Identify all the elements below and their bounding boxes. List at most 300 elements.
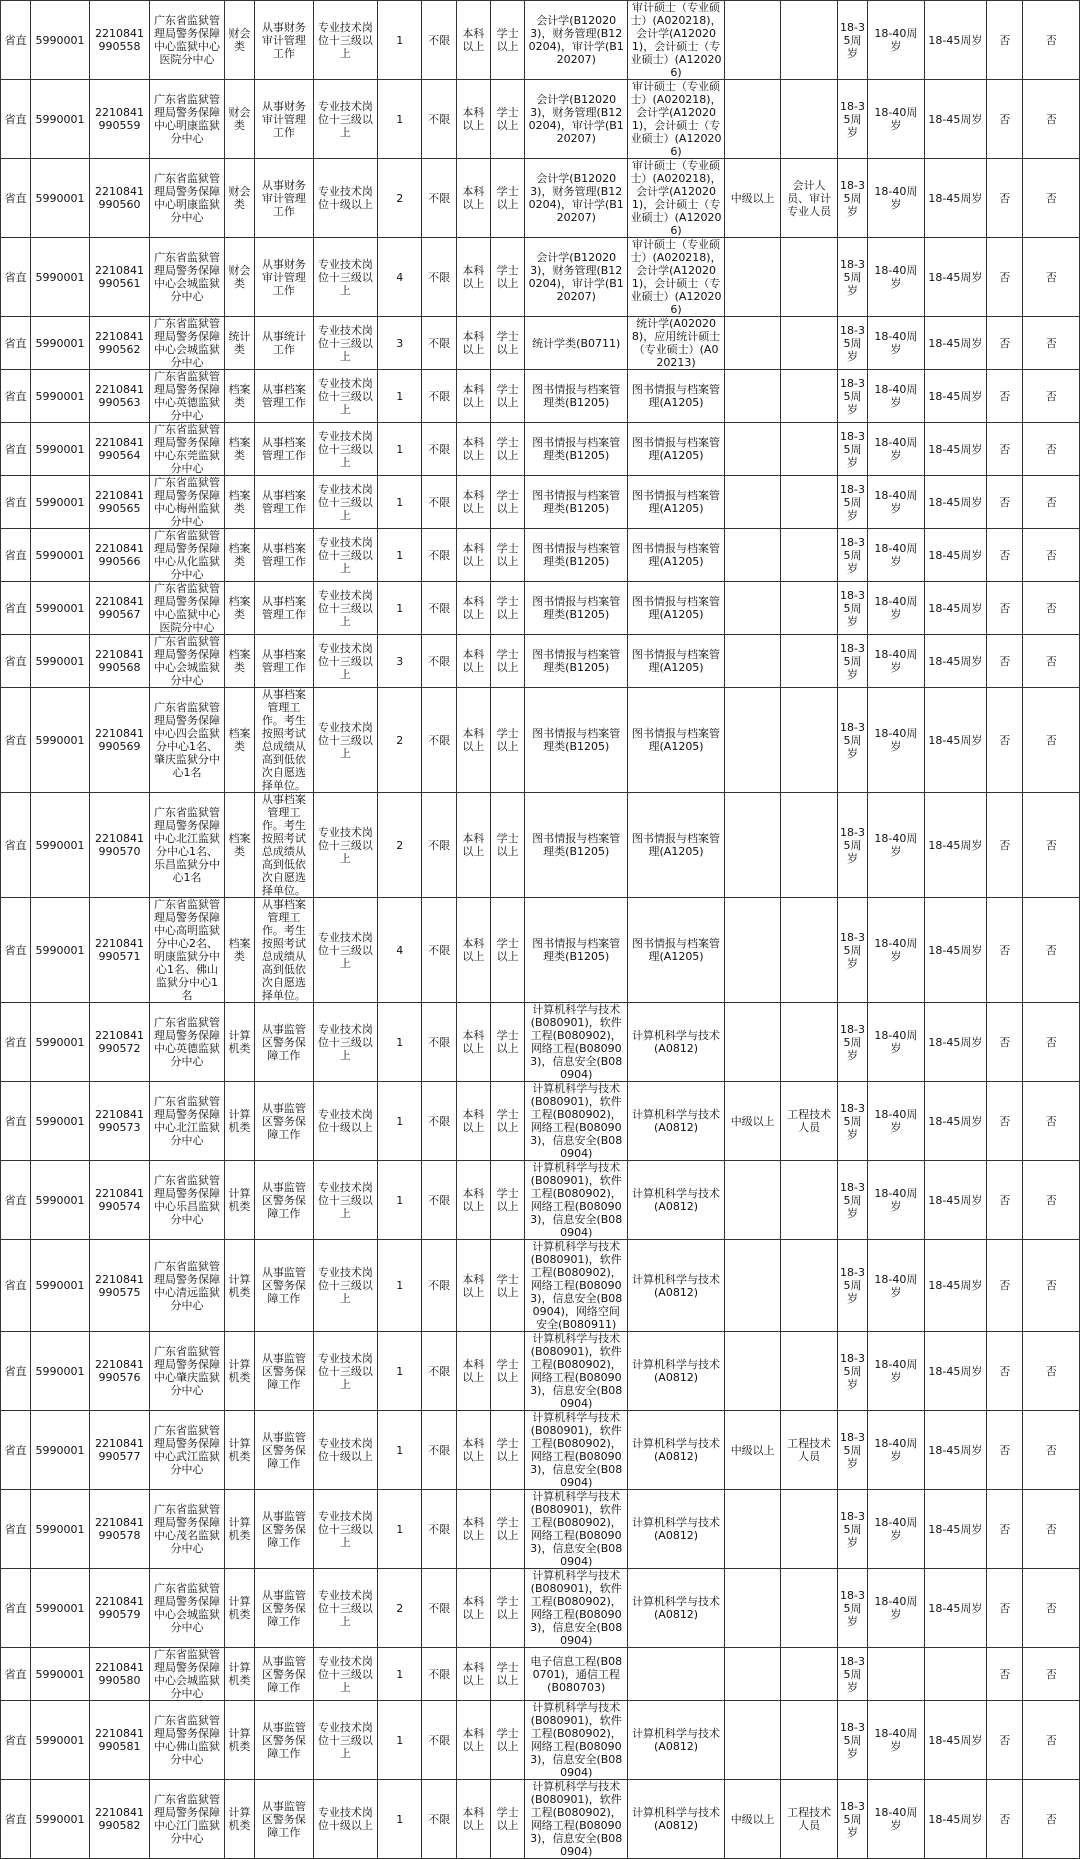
cell-undergrad-major: 图书情报与档案管理类(B1205) [525, 476, 628, 529]
cell-dept-code: 5990001 [31, 1490, 89, 1569]
cell-undergrad-major: 图书情报与档案管理类(B1205) [525, 635, 628, 688]
cell-category: 计算机类 [224, 1332, 254, 1411]
cell-count: 1 [378, 1701, 422, 1780]
cell-age-undergrad: 18-35周岁 [837, 423, 867, 476]
cell-title [724, 1648, 780, 1701]
cell-dept-code: 5990001 [31, 1701, 89, 1780]
cell-post-code: 2210841990582 [89, 1780, 150, 1859]
cell-post-code: 2210841990560 [89, 159, 150, 238]
cell-dept-code: 5990001 [31, 1411, 89, 1490]
cell-age-undergrad: 18-35周岁 [837, 476, 867, 529]
cell-qualification [781, 529, 837, 582]
cell-duty: 从事档案管理工作 [255, 476, 313, 529]
cell-age-undergrad: 18-35周岁 [837, 80, 867, 159]
cell-flag2: 否 [1023, 476, 1080, 529]
cell-count: 1 [378, 1490, 422, 1569]
cell-age-master: 18-40周岁 [868, 1240, 924, 1332]
cell-duty: 从事财务审计管理工作 [255, 238, 313, 317]
cell-post-code: 2210841990564 [89, 423, 150, 476]
cell-flag2: 否 [1023, 1, 1080, 80]
cell-category: 财会类 [224, 1, 254, 80]
cell-limit: 不限 [422, 582, 456, 635]
table-row [1, 635, 1080, 688]
cell-age-undergrad: 18-35周岁 [837, 1411, 867, 1490]
cell-flag1: 否 [987, 1780, 1023, 1859]
cell-age-undergrad: 18-35周岁 [837, 688, 867, 793]
cell-qualification [781, 898, 837, 1003]
cell-count: 2 [378, 793, 422, 898]
cell-age-undergrad: 18-35周岁 [837, 898, 867, 1003]
cell-post-type: 专业技术岗位十三级以上 [313, 529, 378, 582]
cell-education: 本科以上 [456, 1780, 490, 1859]
cell-limit: 不限 [422, 1648, 456, 1701]
cell-degree: 学士以上 [491, 1490, 525, 1569]
cell-degree: 学士以上 [491, 159, 525, 238]
cell-post-type: 专业技术岗位十三级以上 [313, 688, 378, 793]
cell-count: 1 [378, 423, 422, 476]
cell-duty: 从事档案管理工作。考生按照考试总成绩从高到低依次自愿选择单位。 [255, 688, 313, 793]
cell-unit: 广东省监狱管理局警务保障中心会城监狱分中心 [150, 317, 225, 370]
cell-level: 省直 [1, 529, 31, 582]
cell-title [724, 529, 780, 582]
cell-flag1: 否 [987, 370, 1023, 423]
cell-qualification [781, 635, 837, 688]
cell-degree: 学士以上 [491, 1332, 525, 1411]
cell-level: 省直 [1, 159, 31, 238]
cell-age-doctor: 18-45周岁 [924, 635, 987, 688]
cell-unit: 广东省监狱管理局警务保障中心英德监狱分中心 [150, 370, 225, 423]
cell-age-undergrad: 18-35周岁 [837, 1, 867, 80]
cell-duty: 从事监管区警务保障工作 [255, 1701, 313, 1780]
cell-unit: 广东省监狱管理局警务保障中心监狱中心医院分中心 [150, 1, 225, 80]
cell-degree: 学士以上 [491, 423, 525, 476]
cell-qualification: 会计人员、审计专业人员 [781, 159, 837, 238]
cell-limit: 不限 [422, 1490, 456, 1569]
cell-post-type: 专业技术岗位十三级以上 [313, 1, 378, 80]
cell-duty: 从事监管区警务保障工作 [255, 1082, 313, 1161]
cell-level: 省直 [1, 688, 31, 793]
cell-level: 省直 [1, 1648, 31, 1701]
cell-flag1: 否 [987, 1701, 1023, 1780]
table-row [1, 1780, 1080, 1859]
cell-post-type: 专业技术岗位十三级以上 [313, 238, 378, 317]
cell-count: 1 [378, 1780, 422, 1859]
cell-title [724, 898, 780, 1003]
cell-flag2: 否 [1023, 1332, 1080, 1411]
cell-count: 1 [378, 529, 422, 582]
cell-category: 计算机类 [224, 1003, 254, 1082]
cell-qualification [781, 1, 837, 80]
table-row [1, 793, 1080, 898]
cell-flag2: 否 [1023, 423, 1080, 476]
cell-count: 1 [378, 1240, 422, 1332]
cell-degree: 学士以上 [491, 529, 525, 582]
table-row [1, 688, 1080, 793]
cell-education: 本科以上 [456, 1332, 490, 1411]
cell-post-code: 2210841990579 [89, 1569, 150, 1648]
cell-qualification [781, 80, 837, 159]
cell-education: 本科以上 [456, 1003, 490, 1082]
cell-age-doctor: 18-45周岁 [924, 1082, 987, 1161]
cell-count: 1 [378, 80, 422, 159]
cell-flag2: 否 [1023, 370, 1080, 423]
cell-age-doctor: 18-45周岁 [924, 1003, 987, 1082]
cell-age-undergrad: 18-35周岁 [837, 1082, 867, 1161]
cell-level: 省直 [1, 1569, 31, 1648]
cell-age-doctor: 18-45周岁 [924, 1490, 987, 1569]
cell-qualification [781, 793, 837, 898]
cell-dept-code: 5990001 [31, 1569, 89, 1648]
cell-post-code: 2210841990565 [89, 476, 150, 529]
cell-unit: 广东省监狱管理局警务保障中心梅州监狱分中心 [150, 476, 225, 529]
cell-age-doctor: 18-45周岁 [924, 688, 987, 793]
cell-flag1: 否 [987, 688, 1023, 793]
cell-education: 本科以上 [456, 529, 490, 582]
cell-level: 省直 [1, 1490, 31, 1569]
cell-flag1: 否 [987, 898, 1023, 1003]
cell-education: 本科以上 [456, 635, 490, 688]
cell-post-type: 专业技术岗位十三级以上 [313, 793, 378, 898]
cell-postgrad-major: 图书情报与档案管理(A1205) [628, 898, 725, 1003]
cell-flag2: 否 [1023, 1490, 1080, 1569]
cell-post-code: 2210841990567 [89, 582, 150, 635]
cell-duty: 从事财务审计管理工作 [255, 159, 313, 238]
cell-age-doctor: 18-45周岁 [924, 238, 987, 317]
cell-dept-code: 5990001 [31, 582, 89, 635]
cell-unit: 广东省监狱管理局警务保障中心英德监狱分中心 [150, 1003, 225, 1082]
cell-age-undergrad: 18-35周岁 [837, 1648, 867, 1701]
cell-age-doctor: 18-45周岁 [924, 582, 987, 635]
cell-duty: 从事监管区警务保障工作 [255, 1003, 313, 1082]
cell-post-code: 2210841990570 [89, 793, 150, 898]
cell-post-type: 专业技术岗位十三级以上 [313, 1569, 378, 1648]
cell-unit: 广东省监狱管理局警务保障中心江门监狱分中心 [150, 1780, 225, 1859]
cell-flag1: 否 [987, 793, 1023, 898]
cell-dept-code: 5990001 [31, 370, 89, 423]
cell-post-code: 2210841990574 [89, 1161, 150, 1240]
cell-education: 本科以上 [456, 317, 490, 370]
cell-education: 本科以上 [456, 1161, 490, 1240]
cell-flag1: 否 [987, 1569, 1023, 1648]
cell-undergrad-major: 图书情报与档案管理类(B1205) [525, 793, 628, 898]
cell-dept-code: 5990001 [31, 80, 89, 159]
cell-flag2: 否 [1023, 1161, 1080, 1240]
cell-undergrad-major: 计算机科学与技术(B080901)，软件工程(B080902)，网络工程(B080903)，信息安全(B080904)，网络空间安全(B080911) [525, 1240, 628, 1332]
cell-level: 省直 [1, 1240, 31, 1332]
cell-education: 本科以上 [456, 1490, 490, 1569]
cell-limit: 不限 [422, 529, 456, 582]
cell-limit: 不限 [422, 423, 456, 476]
cell-unit: 广东省监狱管理局警务保障中心武江监狱分中心 [150, 1411, 225, 1490]
cell-post-code: 2210841990561 [89, 238, 150, 317]
cell-age-doctor: 18-45周岁 [924, 1240, 987, 1332]
cell-age-undergrad: 18-35周岁 [837, 1332, 867, 1411]
cell-flag1: 否 [987, 529, 1023, 582]
cell-title [724, 423, 780, 476]
cell-degree: 学士以上 [491, 1, 525, 80]
cell-education: 本科以上 [456, 793, 490, 898]
cell-postgrad-major: 计算机科学与技术(A0812) [628, 1161, 725, 1240]
cell-degree: 学士以上 [491, 898, 525, 1003]
cell-undergrad-major: 图书情报与档案管理类(B1205) [525, 423, 628, 476]
cell-postgrad-major: 计算机科学与技术(A0812) [628, 1490, 725, 1569]
cell-category: 计算机类 [224, 1411, 254, 1490]
cell-postgrad-major: 审计硕士（专业硕士）(A020218)，会计学(A120201)，会计硕士（专业硕士）(A120206) [628, 238, 725, 317]
cell-education: 本科以上 [456, 1082, 490, 1161]
cell-level: 省直 [1, 582, 31, 635]
cell-count: 4 [378, 898, 422, 1003]
cell-age-master: 18-40周岁 [868, 1161, 924, 1240]
cell-age-doctor: 18-45周岁 [924, 1411, 987, 1490]
table-row [1, 1569, 1080, 1648]
cell-postgrad-major: 审计硕士（专业硕士）(A020218)，会计学(A120201)，会计硕士（专业硕士）(A120206) [628, 159, 725, 238]
cell-post-type: 专业技术岗位十三级以上 [313, 1003, 378, 1082]
cell-post-type: 专业技术岗位十三级以上 [313, 317, 378, 370]
cell-dept-code: 5990001 [31, 1161, 89, 1240]
cell-title [724, 688, 780, 793]
cell-age-master [868, 1648, 924, 1701]
cell-unit: 广东省监狱管理局警务保障中心会城监狱分中心 [150, 1648, 225, 1701]
cell-post-code: 2210841990576 [89, 1332, 150, 1411]
cell-postgrad-major: 图书情报与档案管理(A1205) [628, 529, 725, 582]
cell-category: 档案类 [224, 793, 254, 898]
cell-unit: 广东省监狱管理局警务保障中心明康监狱分中心 [150, 80, 225, 159]
cell-count: 1 [378, 582, 422, 635]
cell-age-master: 18-40周岁 [868, 1490, 924, 1569]
cell-unit: 广东省监狱管理局警务保障中心茂名监狱分中心 [150, 1490, 225, 1569]
cell-undergrad-major: 计算机科学与技术(B080901)，软件工程(B080902)，网络工程(B080903)，信息安全(B080904) [525, 1332, 628, 1411]
cell-age-undergrad: 18-35周岁 [837, 317, 867, 370]
cell-title [724, 1569, 780, 1648]
cell-education: 本科以上 [456, 159, 490, 238]
cell-postgrad-major: 计算机科学与技术(A0812) [628, 1411, 725, 1490]
cell-undergrad-major: 计算机科学与技术(B080901)，软件工程(B080902)，网络工程(B080903)，信息安全(B080904) [525, 1780, 628, 1859]
cell-dept-code: 5990001 [31, 1240, 89, 1332]
cell-flag2: 否 [1023, 635, 1080, 688]
cell-post-type: 专业技术岗位十三级以上 [313, 1332, 378, 1411]
cell-undergrad-major: 图书情报与档案管理类(B1205) [525, 370, 628, 423]
cell-education: 本科以上 [456, 582, 490, 635]
cell-postgrad-major: 计算机科学与技术(A0812) [628, 1082, 725, 1161]
cell-qualification: 工程技术人员 [781, 1082, 837, 1161]
cell-postgrad-major: 图书情报与档案管理(A1205) [628, 423, 725, 476]
cell-age-master: 18-40周岁 [868, 688, 924, 793]
cell-post-code: 2210841990566 [89, 529, 150, 582]
cell-age-master: 18-40周岁 [868, 582, 924, 635]
table-row [1, 159, 1080, 238]
table-row [1, 476, 1080, 529]
cell-post-code: 2210841990558 [89, 1, 150, 80]
cell-title [724, 80, 780, 159]
cell-flag1: 否 [987, 423, 1023, 476]
cell-dept-code: 5990001 [31, 793, 89, 898]
cell-duty: 从事监管区警务保障工作 [255, 1490, 313, 1569]
cell-dept-code: 5990001 [31, 476, 89, 529]
cell-qualification [781, 1569, 837, 1648]
cell-flag1: 否 [987, 1240, 1023, 1332]
cell-age-undergrad: 18-35周岁 [837, 582, 867, 635]
cell-dept-code: 5990001 [31, 1648, 89, 1701]
cell-category: 档案类 [224, 582, 254, 635]
cell-limit: 不限 [422, 1161, 456, 1240]
cell-age-undergrad: 18-35周岁 [837, 1569, 867, 1648]
cell-education: 本科以上 [456, 238, 490, 317]
cell-age-master: 18-40周岁 [868, 1569, 924, 1648]
cell-flag1: 否 [987, 317, 1023, 370]
cell-category: 财会类 [224, 238, 254, 317]
cell-level: 省直 [1, 635, 31, 688]
cell-qualification: 工程技术人员 [781, 1780, 837, 1859]
cell-age-master: 18-40周岁 [868, 1411, 924, 1490]
cell-postgrad-major: 图书情报与档案管理(A1205) [628, 370, 725, 423]
cell-dept-code: 5990001 [31, 1332, 89, 1411]
cell-degree: 学士以上 [491, 1701, 525, 1780]
cell-dept-code: 5990001 [31, 635, 89, 688]
table-row [1, 317, 1080, 370]
cell-age-master: 18-40周岁 [868, 476, 924, 529]
cell-age-doctor: 18-45周岁 [924, 1161, 987, 1240]
cell-degree: 学士以上 [491, 1569, 525, 1648]
cell-limit: 不限 [422, 898, 456, 1003]
cell-education: 本科以上 [456, 1701, 490, 1780]
cell-degree: 学士以上 [491, 582, 525, 635]
cell-postgrad-major: 计算机科学与技术(A0812) [628, 1569, 725, 1648]
table-row [1, 1003, 1080, 1082]
cell-qualification [781, 370, 837, 423]
cell-qualification [781, 317, 837, 370]
cell-title: 中级以上 [724, 1082, 780, 1161]
cell-age-doctor: 18-45周岁 [924, 80, 987, 159]
cell-age-master: 18-40周岁 [868, 1, 924, 80]
cell-limit: 不限 [422, 1780, 456, 1859]
cell-post-type: 专业技术岗位十三级以上 [313, 476, 378, 529]
cell-age-doctor: 18-45周岁 [924, 529, 987, 582]
cell-flag1: 否 [987, 1003, 1023, 1082]
cell-count: 3 [378, 317, 422, 370]
cell-age-master: 18-40周岁 [868, 423, 924, 476]
cell-flag2: 否 [1023, 898, 1080, 1003]
cell-age-doctor: 18-45周岁 [924, 476, 987, 529]
cell-category: 计算机类 [224, 1082, 254, 1161]
cell-qualification [781, 1003, 837, 1082]
cell-qualification [781, 1161, 837, 1240]
cell-degree: 学士以上 [491, 1240, 525, 1332]
cell-undergrad-major: 计算机科学与技术(B080901)，软件工程(B080902)，网络工程(B080903)，信息安全(B080904) [525, 1490, 628, 1569]
cell-duty: 从事档案管理工作 [255, 370, 313, 423]
cell-post-type: 专业技术岗位十三级以上 [313, 582, 378, 635]
cell-age-master: 18-40周岁 [868, 898, 924, 1003]
cell-post-code: 2210841990580 [89, 1648, 150, 1701]
cell-dept-code: 5990001 [31, 1780, 89, 1859]
cell-unit: 广东省监狱管理局警务保障中心北江监狱分中心 [150, 1082, 225, 1161]
cell-level: 省直 [1, 1003, 31, 1082]
cell-post-type: 专业技术岗位十三级以上 [313, 1701, 378, 1780]
cell-age-master: 18-40周岁 [868, 159, 924, 238]
cell-limit: 不限 [422, 476, 456, 529]
cell-post-code: 2210841990571 [89, 898, 150, 1003]
cell-post-type: 专业技术岗位十级以上 [313, 159, 378, 238]
cell-postgrad-major: 计算机科学与技术(A0812) [628, 1701, 725, 1780]
cell-limit: 不限 [422, 793, 456, 898]
cell-level: 省直 [1, 1082, 31, 1161]
cell-age-doctor: 18-45周岁 [924, 1332, 987, 1411]
cell-education: 本科以上 [456, 80, 490, 159]
cell-degree: 学士以上 [491, 1161, 525, 1240]
cell-flag1: 否 [987, 80, 1023, 159]
cell-duty: 从事监管区警务保障工作 [255, 1569, 313, 1648]
cell-undergrad-major: 图书情报与档案管理类(B1205) [525, 688, 628, 793]
cell-limit: 不限 [422, 635, 456, 688]
cell-duty: 从事财务审计管理工作 [255, 1, 313, 80]
cell-unit: 广东省监狱管理局警务保障中心北江监狱分中心1名、乐昌监狱分中心1名 [150, 793, 225, 898]
cell-category: 财会类 [224, 159, 254, 238]
cell-age-undergrad: 18-35周岁 [837, 1240, 867, 1332]
cell-education: 本科以上 [456, 1411, 490, 1490]
cell-level: 省直 [1, 1161, 31, 1240]
cell-category: 档案类 [224, 688, 254, 793]
cell-post-code: 2210841990563 [89, 370, 150, 423]
cell-title [724, 476, 780, 529]
cell-limit: 不限 [422, 80, 456, 159]
cell-undergrad-major: 统计学类(B0711) [525, 317, 628, 370]
cell-post-code: 2210841990577 [89, 1411, 150, 1490]
cell-category: 计算机类 [224, 1490, 254, 1569]
cell-age-undergrad: 18-35周岁 [837, 529, 867, 582]
cell-title [724, 1, 780, 80]
cell-count: 1 [378, 1332, 422, 1411]
cell-postgrad-major: 计算机科学与技术(A0812) [628, 1332, 725, 1411]
cell-flag1: 否 [987, 1161, 1023, 1240]
cell-post-code: 2210841990568 [89, 635, 150, 688]
cell-flag2: 否 [1023, 1411, 1080, 1490]
cell-category: 计算机类 [224, 1701, 254, 1780]
cell-post-type: 专业技术岗位十三级以上 [313, 1648, 378, 1701]
cell-limit: 不限 [422, 688, 456, 793]
table-body [1, 1, 1080, 1859]
table-row [1, 80, 1080, 159]
cell-qualification: 工程技术人员 [781, 1411, 837, 1490]
cell-postgrad-major: 审计硕士（专业硕士）(A020218)，会计学(A120201)，会计硕士（专业硕士）(A120206) [628, 80, 725, 159]
cell-limit: 不限 [422, 159, 456, 238]
cell-post-type: 专业技术岗位十三级以上 [313, 1240, 378, 1332]
cell-duty: 从事档案管理工作 [255, 423, 313, 476]
table-row [1, 1161, 1080, 1240]
cell-unit: 广东省监狱管理局警务保障中心监狱中心医院分中心 [150, 582, 225, 635]
cell-age-master: 18-40周岁 [868, 529, 924, 582]
cell-count: 3 [378, 635, 422, 688]
cell-qualification [781, 1648, 837, 1701]
cell-duty: 从事财务审计管理工作 [255, 80, 313, 159]
cell-flag2: 否 [1023, 159, 1080, 238]
cell-postgrad-major: 图书情报与档案管理(A1205) [628, 688, 725, 793]
cell-duty: 从事档案管理工作 [255, 529, 313, 582]
cell-category: 档案类 [224, 635, 254, 688]
table-row [1, 1701, 1080, 1780]
cell-dept-code: 5990001 [31, 317, 89, 370]
cell-age-undergrad: 18-35周岁 [837, 370, 867, 423]
cell-limit: 不限 [422, 1003, 456, 1082]
cell-count: 1 [378, 1411, 422, 1490]
cell-age-undergrad: 18-35周岁 [837, 238, 867, 317]
cell-category: 档案类 [224, 370, 254, 423]
cell-undergrad-major: 图书情报与档案管理类(B1205) [525, 582, 628, 635]
cell-level: 省直 [1, 80, 31, 159]
cell-duty: 从事监管区警务保障工作 [255, 1648, 313, 1701]
table-row [1, 1490, 1080, 1569]
cell-post-type: 专业技术岗位十三级以上 [313, 370, 378, 423]
cell-title [724, 582, 780, 635]
cell-age-undergrad: 18-35周岁 [837, 1003, 867, 1082]
